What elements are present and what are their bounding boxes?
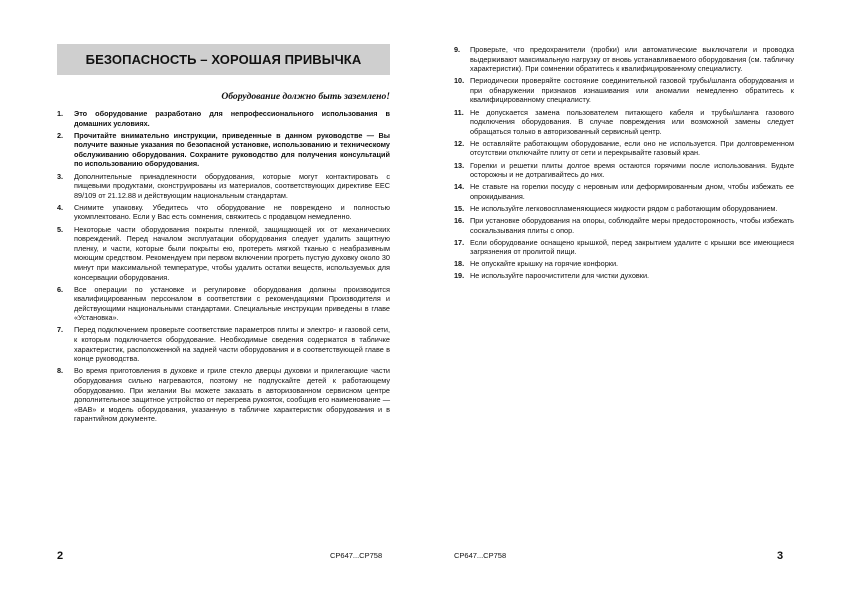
item-text: Это оборудование разработано для непрофессионального использования в домашних условиях. <box>74 109 390 128</box>
list-item <box>454 271 794 281</box>
model-footer: CP647...CP758 <box>330 551 383 560</box>
item-number: 12. <box>454 138 465 148</box>
item-number: 5. <box>57 224 64 234</box>
item-text: Периодически проверяйте состояние соединительной газовой трубы/шланга оборудования и при обнаружении признаков изнашивания или аномалии немедленно обратитесь к квалифицированному специалисту. <box>470 76 794 105</box>
list-item <box>454 182 794 201</box>
item-text: Не опускайте крышку на горячие конфорки. <box>470 259 619 269</box>
item-number: 2. <box>57 130 64 140</box>
list-item <box>454 259 794 269</box>
item-number: 17. <box>454 237 465 247</box>
grounding-notice: Оборудование должно быть заземлено! <box>221 91 390 102</box>
item-text: Дополнительные принадлежности оборудования, которые могут контактировать с пищевыми продуктами, сконструированы из материалов, соответствующих директиве ЕЕС 89/109 от 21.12.88 и действующим национальным стандартам. <box>74 171 390 200</box>
safety-list-right <box>454 45 794 284</box>
item-text: Некоторые части оборудования покрыты пленкой, защищающей их от механических повреждений. Перед началом эксплуатации оборудования следует удалить защитную пленку, и части, которые были покрыты ею, протереть мягкой тканью с неабразивным моющим средством. Рекомендуем при первом включении прогреть пустую духовку около 30 минут при максимальной температуре, чтобы удалить остатки веществ, используемых для консервации оборудования. <box>74 224 390 282</box>
list-item <box>454 161 794 180</box>
item-text: При установке оборудования на опоры, соблюдайте меры предосторожность, чтобы избежать соскальзывания плиты с опор. <box>470 216 794 235</box>
list-item <box>57 325 390 363</box>
item-number: 7. <box>57 325 64 335</box>
item-number: 1. <box>57 109 64 118</box>
item-text: Прочитайте внимательно инструкции, приведенные в данном руководстве — Вы получите важные указания по безопасной установке, использованию и техническому обслуживанию оборудования. Сохраните руководство для получения консультаций по использованию оборудования. <box>74 130 390 169</box>
list-item <box>454 76 794 105</box>
item-number: 9. <box>454 45 461 54</box>
item-number: 15. <box>454 203 465 213</box>
item-number: 14. <box>454 182 465 192</box>
item-text: Не оставляйте работающим оборудование, если оно не используется. При долговременном отсутствии отключайте плиту от сети и перекрывайте газовый кран. <box>470 138 794 158</box>
item-number: 6. <box>57 284 64 294</box>
item-text: Снимите упаковку. Убедитесь что оборудование не повреждено и полностью укомплектовано. Если у Вас есть сомнения, свяжитесь с продавцом немедленно. <box>74 202 390 222</box>
safety-list-left <box>57 109 390 426</box>
item-text: Если оборудование оснащено крышкой, перед закрытием удалите с крышки все имеющиеся загрязнения от пролитой пищи. <box>470 237 794 257</box>
item-text: Во время приготовления в духовке и гриле стекло дверцы духовки и прилегающие части оборудования сильно нагреваются, поэтому не подпускайте детей к работающему оборудованию. При желании Вы можете заказать в авторизованном сервисном центре дополнительное защитное устройство от перегрева рукояток, сообщив его наименование — «ВАВ» и модель оборудования, указанную в табличке характеристик оборудования и в гарантийном документе. <box>74 366 390 424</box>
list-item <box>454 108 794 137</box>
list-item <box>57 172 390 201</box>
item-number: 13. <box>454 160 465 170</box>
item-number: 16. <box>454 216 465 225</box>
item-text: Не допускается замена пользователем питающего кабеля и трубы/шланга газового подключения оборудования. В случае повреждения или возможной замены следует обращаться только в авторизованный сервисный центр. <box>470 107 794 136</box>
list-item <box>57 225 390 283</box>
list-item <box>57 203 390 222</box>
list-item <box>454 45 794 74</box>
item-number: 11. <box>454 107 464 117</box>
item-number: 18. <box>454 259 465 269</box>
list-item <box>57 131 390 169</box>
page-number: 3 <box>777 550 784 562</box>
item-text: Не используйте пароочистители для чистки духовки. <box>470 271 650 281</box>
right-page <box>421 0 842 595</box>
item-text: Перед подключением проверьте соответствие параметров плиты и электро- и газовой сети, к которым подключается оборудование. Необходимые сведения содержатся в табличке характеристик, расположенной на задней части оборудования и в соответствующей главе в конце руководства. <box>74 325 390 364</box>
model-footer: CP647...CP758 <box>454 551 507 560</box>
item-number: 10. <box>454 76 465 86</box>
item-number: 4. <box>57 202 64 212</box>
item-number: 3. <box>57 171 64 181</box>
item-number: 8. <box>57 366 64 376</box>
list-item <box>57 109 390 128</box>
page-number: 2 <box>57 550 64 562</box>
item-text: Все операции по установке и регулировке оборудования должны производится квалифицированным персоналом в соответствии с рекомендациями Производителя и действующими национальными стандартами. Специальные инструкции приведены в главе «Установка». <box>74 284 390 323</box>
list-item <box>57 285 390 323</box>
item-text: Не ставьте на горелки посуду с неровным или деформированным дном, чтобы избежать ее опрокидывания. <box>470 182 794 201</box>
list-item <box>454 238 794 257</box>
list-item <box>454 204 794 214</box>
item-text: Горелки и решетки плиты долгое время остаются горячими после использования. Будьте осторожны и не дотрагивайтесь до них. <box>470 160 794 180</box>
list-item <box>454 139 794 158</box>
item-text: Не используйте легковоспламеняющиеся жидкости рядом с работающим оборудованием. <box>470 203 778 213</box>
item-text: Проверьте, что предохранители (пробки) или автоматические выключатели и проводка выдерживают максимальную нагрузку от вновь устанавливаемого оборудования (см. табличку характеристик). При сомнении обратитесь к квалифицированному специалисту. <box>470 45 794 74</box>
section-title-box <box>57 44 390 75</box>
item-number: 19. <box>454 271 465 281</box>
list-item <box>454 216 794 235</box>
section-title: БЕЗОПАСНОСТЬ – ХОРОШАЯ ПРИВЫЧКА <box>85 52 362 67</box>
list-item <box>57 366 390 424</box>
